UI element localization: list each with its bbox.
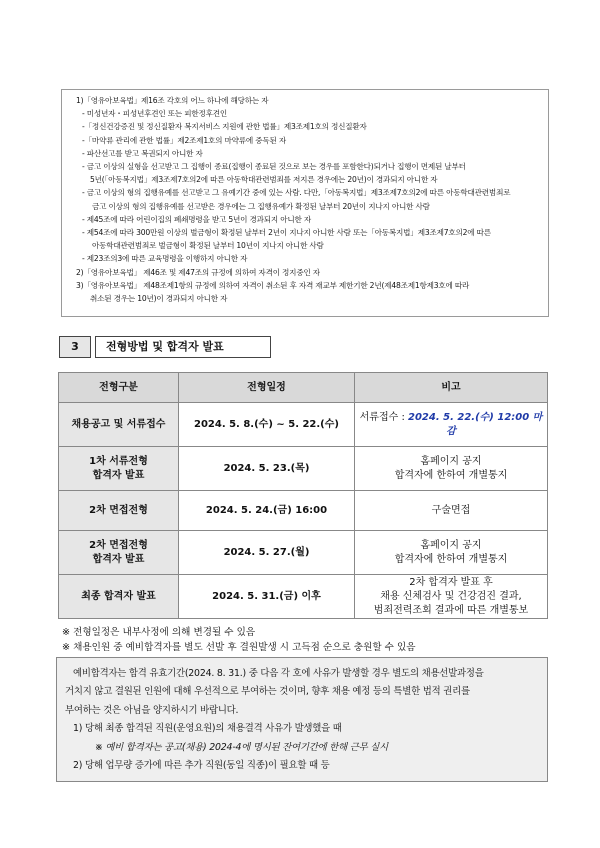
reserve-paragraph-line: 부여하는 것은 아님을 양지하시기 바랍니다. — [65, 704, 239, 716]
date-cell: 2024. 5. 31.(금) 이후 — [179, 575, 355, 619]
note-cell — [355, 491, 548, 531]
eligibility-line: 1)「영유아보육법」제16조 각호의 어느 하나에 해당하는 자 — [76, 96, 269, 105]
table-row — [59, 491, 548, 531]
date-cell: 2024. 5. 8.(수) ~ 5. 22.(수) — [179, 403, 355, 447]
eligibility-line: 금고 이상의 형의 집행유예를 선고받은 경우에는 그 집행유예가 확정된 날부터 20년이 지나지 아니한 사람 — [92, 201, 430, 211]
deadline-highlight: 2024. 5. 22.(수) 12:00 마감 — [408, 411, 543, 437]
table-row — [59, 403, 548, 447]
note-text: 합격자에 한하여 개별통지 — [394, 469, 508, 481]
schedule-note-1: ※ 전형일정은 내부사정에 의해 변경될 수 있음 — [62, 627, 256, 638]
note-cell — [355, 403, 548, 447]
eligibility-line: - 금고 이상의 형의 집행유예를 선고받고 그 유예기간 중에 있는 사람. 다만,「아동복지법」제3조제7호의2에 따른 아동학대관련범죄로 — [82, 188, 511, 198]
eligibility-line: - 제54조에 따라 300만원 이상의 벌금형이 확정된 날부터 2년이 지나지 아니한 사람 또는「아동복지법」제3조제7호의2에 따른 — [82, 228, 491, 238]
eligibility-line: -「정신건강증진 및 정신질환자 복지서비스 지원에 관한 법률」제3조제1호의 정신질환자 — [82, 122, 367, 132]
eligibility-line: - 파산선고를 받고 복권되지 아니한 자 — [82, 148, 203, 158]
eligibility-line: - 금고 이상의 실형을 선고받고 그 집행이 종료(집행이 종료된 것으로 보는 경우를 포함한다)되거나 집행이 면제된 날부터 — [82, 162, 466, 172]
stage-cell — [59, 531, 179, 575]
section-header — [59, 336, 271, 358]
reserve-item-1: 1) 당해 최종 합격된 직원(운영요원)의 채용결격 사유가 발생했을 때 — [73, 723, 342, 735]
reserve-paragraph-line: 거치지 않고 결원된 인원에 대해 우선적으로 부여하는 것이며, 향후 채용 예정 등의 특별한 법적 권리를 — [65, 686, 470, 698]
stage-cell — [59, 447, 179, 491]
note-text: 채용 신체검사 및 건강검진 결과, — [380, 590, 522, 602]
section-title: 전형방법 및 합격자 발표 — [95, 336, 271, 358]
stage-text: 2차 면접전형 — [89, 504, 148, 516]
note-prefix: 서류접수 : — [359, 411, 409, 423]
table-row — [59, 531, 548, 575]
reserve-item-2: 2) 당해 업무량 증가에 따른 추가 직원(동일 직종)이 필요할 때 등 — [73, 760, 330, 772]
table-row — [59, 447, 548, 491]
schedule-note-2: ※ 채용인원 중 예비합격자를 별도 선발 후 결원발생 시 고득점 순으로 충원할 수 있음 — [62, 642, 416, 653]
date-cell: 2024. 5. 24.(금) 16:00 — [179, 491, 355, 531]
schedule-table — [58, 372, 548, 619]
date-cell: 2024. 5. 23.(목) — [179, 447, 355, 491]
stage-text: 합격자 발표 — [92, 469, 145, 481]
note-text: 홈페이지 공지 — [420, 455, 482, 467]
stage-text: 2차 면접전형 — [89, 539, 148, 551]
header-date: 전형일정 — [179, 373, 355, 403]
header-stage: 전형구분 — [59, 373, 179, 403]
eligibility-line: 5년(「아동복지법」제3조제7호의2에 따른 아동학대관련범죄를 저지른 경우에는 20년)이 경과되지 아니한 자 — [90, 175, 438, 185]
stage-cell — [59, 575, 179, 619]
eligibility-line: 2)「영유아보육법」 제46조 및 제47조의 규정에 의하여 자격이 정지중인 자 — [76, 267, 320, 277]
stage-text: 1차 서류전형 — [89, 455, 148, 467]
table-header-row — [59, 373, 548, 403]
section-number: 3 — [59, 336, 91, 358]
note-text: 홈페이지 공지 — [420, 539, 482, 551]
eligibility-line: 3)「영유아보육법」 제48조제1항의 규정에 의하여 자격이 취소된 후 자격 재교부 제한기한 2년(제48조제1항제3호에 따라 — [76, 280, 470, 290]
note-text: 2차 합격자 발표 후 — [409, 576, 493, 588]
stage-text: 채용공고 및 서류접수 — [71, 418, 166, 430]
reserve-paragraph-line: 예비합격자는 합격 유효기간(2024. 8. 31.) 중 다음 각 호에 사유가 발생할 경우 별도의 채용선발과정을 — [73, 668, 484, 679]
header-note: 비고 — [355, 373, 548, 403]
note-cell — [355, 531, 548, 575]
eligibility-line: - 제23조의3에 따른 교육명령을 이행하지 아니한 자 — [82, 254, 248, 264]
eligibility-line: - 미성년자・피성년후견인 또는 피한정후견인 — [82, 109, 228, 119]
eligibility-box — [61, 89, 549, 317]
stage-cell — [59, 491, 179, 531]
note-cell — [355, 447, 548, 491]
eligibility-line: -「마약류 관리에 관한 법률」제2조제1호의 마약류에 중독된 자 — [82, 135, 286, 145]
reserve-item-1-note: ※ 예비 합격자는 공고(채용) 2024-4에 명시된 잔여기간에 한해 근무 실시 — [95, 741, 389, 753]
note-text: 합격자에 한하여 개별통지 — [394, 553, 508, 565]
stage-text: 합격자 발표 — [92, 553, 145, 565]
eligibility-line: 취소된 경우는 10년)이 경과되지 아니한 자 — [90, 294, 228, 304]
stage-cell — [59, 403, 179, 447]
table-row — [59, 575, 548, 619]
reserve-candidate-box — [56, 657, 548, 782]
note-cell — [355, 575, 548, 619]
eligibility-line: - 제45조에 따라 어린이집의 폐쇄명령을 받고 5년이 경과되지 아니한 자 — [82, 214, 312, 224]
note-text: 범죄전력조회 결과에 따른 개별통보 — [373, 604, 529, 616]
eligibility-line: 아동학대관련범죄로 벌금형이 확정된 날부터 10년이 지나지 아니한 사람 — [92, 241, 324, 251]
note-text: 구술면접 — [431, 504, 471, 516]
date-cell: 2024. 5. 27.(월) — [179, 531, 355, 575]
stage-text: 최종 합격자 발표 — [81, 590, 156, 602]
